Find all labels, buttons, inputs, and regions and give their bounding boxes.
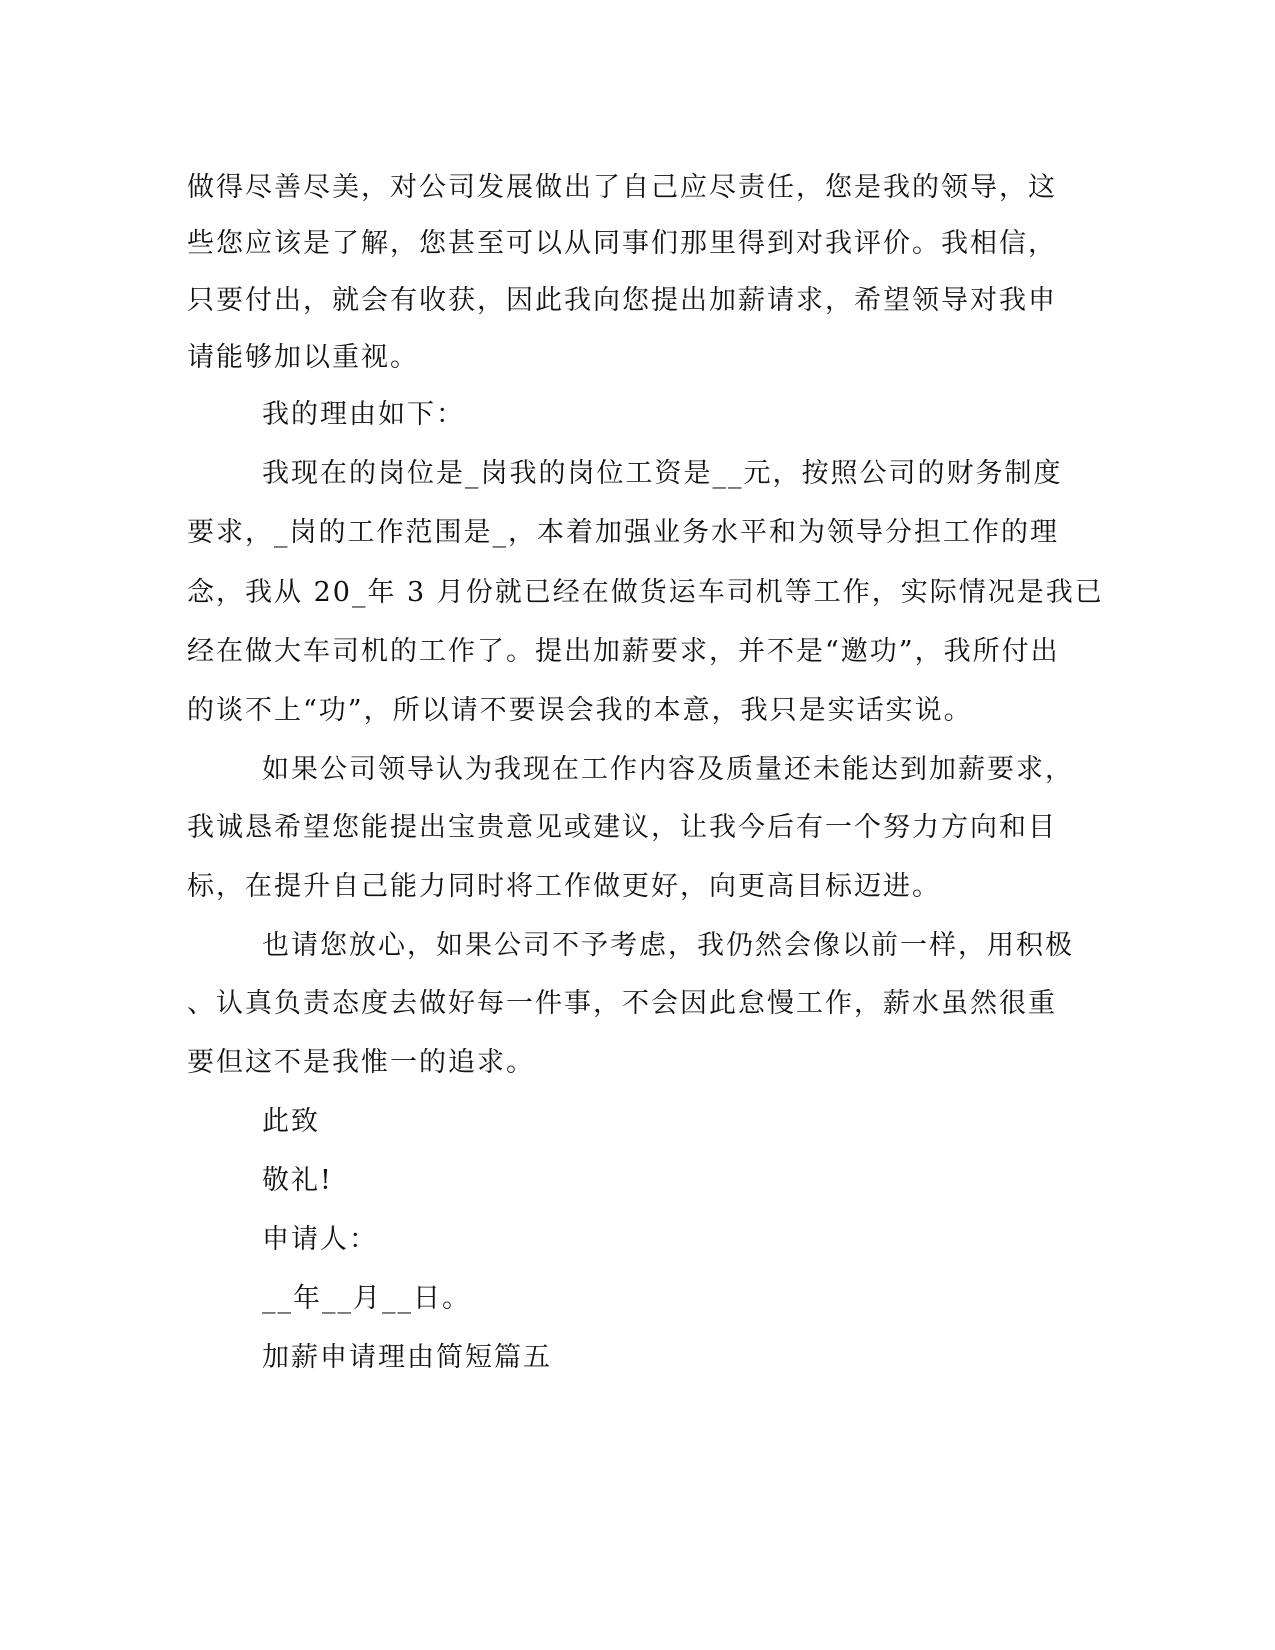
text-line: 我的理由如下： [262,399,465,430]
text-line: 我诚恳希望您能提出宝贵意见或建议，让我今后有一个努力方向和目 [187,812,1057,843]
text-line: 经在做大车司机的工作了。提出加薪要求，并不是“邀功”，我所付出 [187,636,1060,667]
text-line: 要求，_岗的工作范围是_，本着加强业务水平和为领导分担工作的理 [187,517,1059,548]
text-line: 请能够加以重视。 [187,342,419,373]
salutation-line: 敬礼! [262,1165,333,1196]
text-line: 只要付出，就会有收获，因此我向您提出加薪请求，希望领导对我申 [187,285,1057,316]
text-line: 要但这不是我惟一的追求。 [187,1047,535,1078]
text-line: 也请您放心，如果公司不予考虑，我仍然会像以前一样，用积极 [262,930,1074,961]
closing-line: 此致 [262,1106,320,1137]
text-line: 我现在的岗位是_岗我的岗位工资是__元，按照公司的财务制度 [262,458,1063,489]
text-line: 些您应该是了解，您甚至可以从同事们那里得到对我评价。我相信， [187,228,1057,259]
section-heading: 加薪申请理由简短篇五 [262,1342,552,1373]
date-line: __年__月__日。 [262,1283,471,1314]
applicant-line: 申请人： [262,1224,378,1255]
text-line: 念，我从 20_年 3 月份就已经在做货运车司机等工作，实际情况是我已 [187,577,1104,608]
text-line: 、认真负责态度去做好每一件事，不会因此怠慢工作，薪水虽然很重 [187,988,1057,1019]
text-line: 的谈不上“功”，所以请不要误会我的本意，我只是实话实说。 [187,695,973,726]
text-line: 如果公司领导认为我现在工作内容及质量还未能达到加薪要求， [262,754,1074,785]
text-line: 标，在提升自己能力同时将工作做更好，向更高目标迈进。 [187,871,941,902]
text-line: 做得尽善尽美，对公司发展做出了自己应尽责任，您是我的领导，这 [187,172,1057,203]
